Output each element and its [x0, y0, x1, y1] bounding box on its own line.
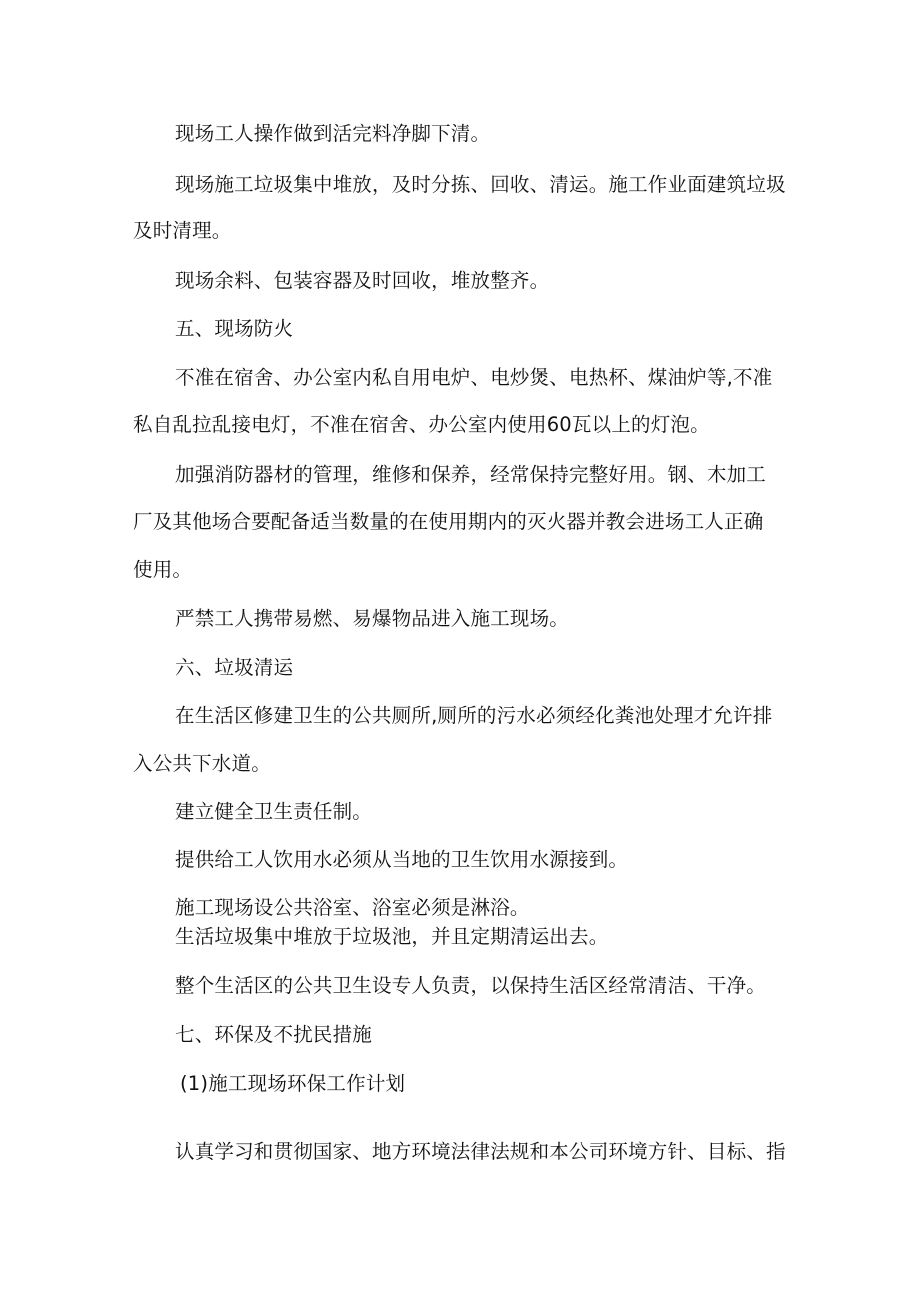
- section-heading: 五、现场防火: [175, 317, 294, 340]
- paragraph-line: 建立健全卫生责任制。: [175, 800, 373, 823]
- section-heading: 七、环保及不扰民措施: [175, 1023, 373, 1046]
- paragraph-line: 严禁工人携带易燃、易爆物品进入施工现场。: [175, 607, 570, 630]
- paragraph-line: 私自乱拉乱接电灯，不准在宿舍、办公室内使用60瓦以上的灯泡。: [133, 413, 710, 436]
- paragraph-line: 施工现场设公共浴室、浴室必须是淋浴。: [175, 896, 530, 919]
- paragraph-line: 加强消防器材的管理，维修和保养，经常保持完整好用。钢、木加工: [175, 463, 767, 486]
- paragraph-line: 现场施工垃圾集中堆放，及时分拣、回收、清运。施工作业面建筑垃圾: [175, 173, 786, 196]
- paragraph-line: 现场工人操作做到活完料净脚下清。: [175, 122, 491, 145]
- section-heading: 六、垃圾清运: [175, 656, 294, 679]
- paragraph-line: 不准在宿舍、办公室内私自用电炉、电炒煲、电热杯、煤油炉等,不准: [175, 366, 773, 389]
- paragraph-line: 及时清理。: [133, 219, 232, 242]
- paragraph-line: 生活垃圾集中堆放于垃圾池，并且定期清运出去。: [175, 925, 609, 948]
- paragraph-line: 现场余料、包装容器及时回收，堆放整齐。: [175, 269, 550, 292]
- paragraph-line: 在生活区修建卫生的公共厕所,厕所的污水必须经化粪池处理才允许排: [175, 704, 773, 727]
- paragraph-line: 认真学习和贯彻国家、地方环境法律法规和本公司环境方针、目标、指: [175, 1140, 786, 1163]
- paragraph-line: 提供给工人饮用水必须从当地的卫生饮用水源接到。: [175, 848, 629, 871]
- paragraph-line: 使用。: [133, 558, 193, 581]
- paragraph-line: 厂及其他场合要配备适当数量的在使用期内的灭火器并教会进场工人正确: [133, 510, 764, 533]
- paragraph-line: 入公共下水道。: [133, 752, 271, 775]
- paragraph-line: 整个生活区的公共卫生设专人负责，以保持生活区经常清洁、干净。: [175, 974, 767, 997]
- subsection-heading: (1)施工现场环保工作计划: [180, 1072, 406, 1095]
